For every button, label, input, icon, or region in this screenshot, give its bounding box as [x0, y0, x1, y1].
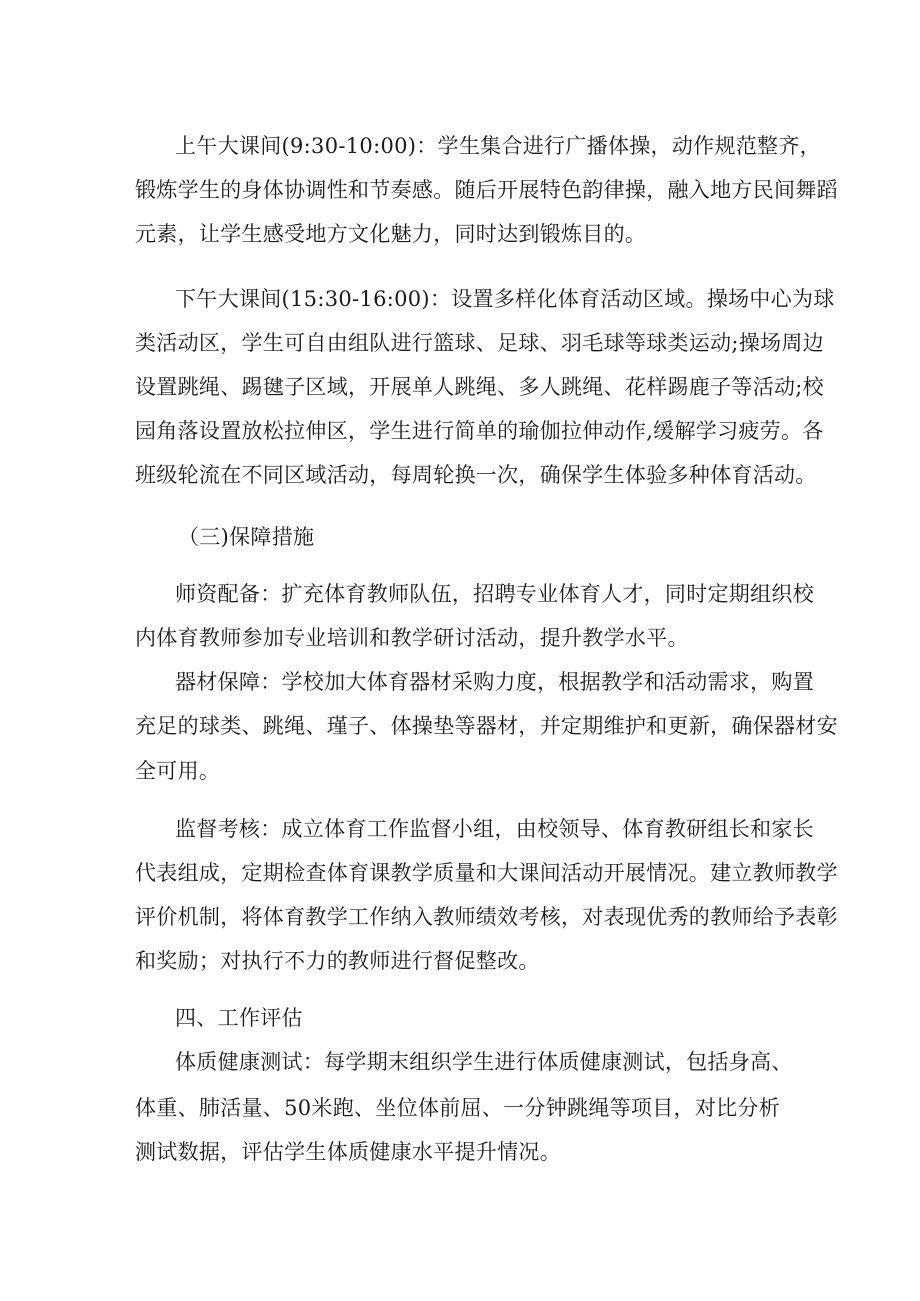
- section-heading: 四、工作评估: [175, 1006, 303, 1030]
- text-line: 班级轮流在不同区域活动，每周轮换一次，确保学生体验多种体育活动。: [135, 463, 817, 487]
- text-line: 上午大课间(9:30-10:00)：学生集合进行广播体操，动作规范整齐，: [175, 134, 821, 158]
- text-line: 设置跳绳、踢毽子区域，开展单人跳绳、多人跳绳、花样踢鹿子等活动;校: [135, 375, 824, 399]
- section-heading: （三)保障措施: [178, 525, 315, 549]
- text-line: 和奖励；对执行不力的教师进行督促整改。: [135, 949, 540, 973]
- text-line: 体重、肺活量、50米跑、坐位体前屈、一分钟跳绳等项目，对比分析: [135, 1096, 781, 1120]
- text-line: 体质健康测试：每学期末组织学生进行体质健康测试，包括身高、: [175, 1050, 793, 1074]
- text-line: 监督考核：成立体育工作监督小组，由校领导、体育教研组长和家长: [175, 817, 814, 841]
- text-line: 内体育教师参加专业培训和教学研讨活动，提升教学水平。: [135, 626, 689, 650]
- text-line: 类活动区，学生可自由组队进行篮球、足球、羽毛球等球类运动;操场周边: [135, 331, 824, 355]
- text-line: 园角落设置放松拉伸区，学生进行简单的瑜伽拉伸动作,缓解学习疲劳。各: [135, 419, 824, 443]
- text-line: 师资配备：扩充体育教师队伍，招聘专业体育人才，同时定期组织校: [175, 582, 814, 606]
- text-line: 元素，让学生感受地方文化魅力，同时达到锻炼目的。: [135, 222, 647, 246]
- text-line: 器材保障：学校加大体育器材采购力度，根据教学和活动需求，购置: [175, 670, 814, 694]
- text-line: 评价机制，将体育教学工作纳入教师绩效考核，对表现优秀的教师给予表彰: [135, 905, 838, 929]
- text-line: 测试数据，评估学生体质健康水平提升情况。: [135, 1140, 561, 1164]
- text-line: 充足的球类、跳绳、瑾子、体操垫等器材，并定期维护和更新，确保器材安: [135, 714, 838, 738]
- text-line: 代表组成，定期检查体育课教学质量和大课间活动开展情况。建立教师教学: [135, 861, 838, 885]
- text-line: 下午大课间(15:30-16:00)：设置多样化体育活动区域。操场中心为球: [175, 287, 835, 311]
- text-line: 全可用。: [135, 759, 221, 783]
- text-line: 锻炼学生的身体协调性和节奏感。随后开展特色韵律操，融入地方民间舞蹈: [135, 178, 838, 202]
